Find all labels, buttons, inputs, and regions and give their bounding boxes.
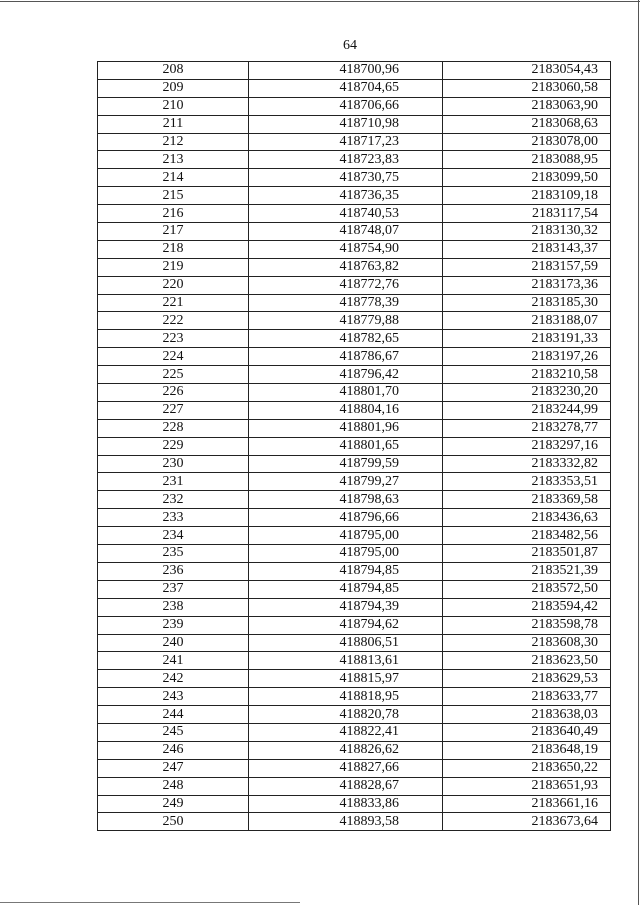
table-row [98,562,611,580]
table-row [98,652,611,670]
point-number-cell: 232 [98,491,249,509]
x-coordinate-cell: 418763,82 [249,258,443,276]
table-row [98,223,611,241]
table-row [98,491,611,509]
point-number-cell: 217 [98,223,249,241]
point-number-cell: 233 [98,509,249,527]
y-coordinate-cell: 2183436,63 [443,509,611,527]
table-row [98,473,611,491]
x-coordinate-cell: 418700,96 [249,62,443,80]
y-coordinate-cell: 2183143,37 [443,240,611,258]
table-row [98,688,611,706]
table-row [98,437,611,455]
x-coordinate-cell: 418740,53 [249,205,443,223]
point-number-cell: 226 [98,384,249,402]
y-coordinate-cell: 2183060,58 [443,79,611,97]
y-coordinate-cell: 2183623,50 [443,652,611,670]
y-coordinate-cell: 2183157,59 [443,258,611,276]
table-row [98,580,611,598]
point-number-cell: 227 [98,401,249,419]
table-row [98,348,611,366]
point-number-cell: 225 [98,366,249,384]
x-coordinate-cell: 418778,39 [249,294,443,312]
y-coordinate-cell: 2183608,30 [443,634,611,652]
y-coordinate-cell: 2183651,93 [443,777,611,795]
table-row [98,527,611,545]
y-coordinate-cell: 2183054,43 [443,62,611,80]
y-coordinate-cell: 2183078,00 [443,133,611,151]
point-number-cell: 240 [98,634,249,652]
x-coordinate-cell: 418736,35 [249,187,443,205]
x-coordinate-cell: 418794,85 [249,562,443,580]
y-coordinate-cell: 2183332,82 [443,455,611,473]
table-row [98,115,611,133]
point-number-cell: 214 [98,169,249,187]
y-coordinate-cell: 2183244,99 [443,401,611,419]
point-number-cell: 245 [98,723,249,741]
table-row [98,79,611,97]
table-row [98,634,611,652]
y-coordinate-cell: 2183130,32 [443,223,611,241]
y-coordinate-cell: 2183640,49 [443,723,611,741]
y-coordinate-cell: 2183278,77 [443,419,611,437]
x-coordinate-cell: 418782,65 [249,330,443,348]
point-number-cell: 219 [98,258,249,276]
x-coordinate-cell: 418723,83 [249,151,443,169]
y-coordinate-cell: 2183210,58 [443,366,611,384]
point-number-cell: 223 [98,330,249,348]
point-number-cell: 220 [98,276,249,294]
y-coordinate-cell: 2183185,30 [443,294,611,312]
table-row [98,723,611,741]
point-number-cell: 237 [98,580,249,598]
x-coordinate-cell: 418828,67 [249,777,443,795]
y-coordinate-cell: 2183598,78 [443,616,611,634]
table-row [98,795,611,813]
table-row [98,419,611,437]
y-coordinate-cell: 2183629,53 [443,670,611,688]
point-number-cell: 241 [98,652,249,670]
table-row [98,97,611,115]
x-coordinate-cell: 418717,23 [249,133,443,151]
point-number-cell: 224 [98,348,249,366]
x-coordinate-cell: 418794,85 [249,580,443,598]
x-coordinate-cell: 418801,70 [249,384,443,402]
table-row [98,706,611,724]
point-number-cell: 209 [98,79,249,97]
x-coordinate-cell: 418815,97 [249,670,443,688]
x-coordinate-cell: 418796,66 [249,509,443,527]
y-coordinate-cell: 2183297,16 [443,437,611,455]
y-coordinate-cell: 2183117,54 [443,205,611,223]
table-row [98,205,611,223]
x-coordinate-cell: 418893,58 [249,813,443,831]
table-row [98,455,611,473]
point-number-cell: 218 [98,240,249,258]
table-row [98,545,611,563]
coordinates-table-body [98,62,611,831]
x-coordinate-cell: 418801,65 [249,437,443,455]
y-coordinate-cell: 2183099,50 [443,169,611,187]
table-row [98,598,611,616]
point-number-cell: 248 [98,777,249,795]
point-number-cell: 242 [98,670,249,688]
table-row [98,133,611,151]
x-coordinate-cell: 418794,39 [249,598,443,616]
x-coordinate-cell: 418820,78 [249,706,443,724]
table-row [98,509,611,527]
table-row [98,401,611,419]
x-coordinate-cell: 418804,16 [249,401,443,419]
table-row [98,240,611,258]
x-coordinate-cell: 418827,66 [249,759,443,777]
table-row [98,276,611,294]
point-number-cell: 208 [98,62,249,80]
table-row [98,330,611,348]
point-number-cell: 243 [98,688,249,706]
point-number-cell: 215 [98,187,249,205]
x-coordinate-cell: 418754,90 [249,240,443,258]
point-number-cell: 222 [98,312,249,330]
page-right-edge [638,0,639,905]
y-coordinate-cell: 2183191,33 [443,330,611,348]
point-number-cell: 239 [98,616,249,634]
table-row [98,169,611,187]
point-number-cell: 246 [98,741,249,759]
x-coordinate-cell: 418818,95 [249,688,443,706]
point-number-cell: 235 [98,545,249,563]
footer-rule [0,902,300,903]
x-coordinate-cell: 418748,07 [249,223,443,241]
y-coordinate-cell: 2183501,87 [443,545,611,563]
y-coordinate-cell: 2183633,77 [443,688,611,706]
point-number-cell: 231 [98,473,249,491]
point-number-cell: 244 [98,706,249,724]
point-number-cell: 213 [98,151,249,169]
y-coordinate-cell: 2183353,51 [443,473,611,491]
point-number-cell: 212 [98,133,249,151]
x-coordinate-cell: 418786,67 [249,348,443,366]
y-coordinate-cell: 2183673,64 [443,813,611,831]
x-coordinate-cell: 418795,00 [249,545,443,563]
point-number-cell: 238 [98,598,249,616]
point-number-cell: 249 [98,795,249,813]
x-coordinate-cell: 418799,59 [249,455,443,473]
table-row [98,62,611,80]
table-row [98,294,611,312]
x-coordinate-cell: 418833,86 [249,795,443,813]
x-coordinate-cell: 418706,66 [249,97,443,115]
x-coordinate-cell: 418710,98 [249,115,443,133]
point-number-cell: 211 [98,115,249,133]
y-coordinate-cell: 2183063,90 [443,97,611,115]
point-number-cell: 247 [98,759,249,777]
x-coordinate-cell: 418801,96 [249,419,443,437]
x-coordinate-cell: 418813,61 [249,652,443,670]
point-number-cell: 210 [98,97,249,115]
table-row [98,312,611,330]
y-coordinate-cell: 2183173,36 [443,276,611,294]
y-coordinate-cell: 2183068,63 [443,115,611,133]
y-coordinate-cell: 2183648,19 [443,741,611,759]
point-number-cell: 229 [98,437,249,455]
y-coordinate-cell: 2183521,39 [443,562,611,580]
y-coordinate-cell: 2183482,56 [443,527,611,545]
y-coordinate-cell: 2183230,20 [443,384,611,402]
point-number-cell: 250 [98,813,249,831]
x-coordinate-cell: 418772,76 [249,276,443,294]
x-coordinate-cell: 418794,62 [249,616,443,634]
table-row [98,670,611,688]
y-coordinate-cell: 2183594,42 [443,598,611,616]
x-coordinate-cell: 418799,27 [249,473,443,491]
x-coordinate-cell: 418795,00 [249,527,443,545]
table-row [98,366,611,384]
page-number: 64 [343,38,357,53]
table-row [98,151,611,169]
page-top-edge [0,1,640,2]
x-coordinate-cell: 418826,62 [249,741,443,759]
y-coordinate-cell: 2183638,03 [443,706,611,724]
point-number-cell: 221 [98,294,249,312]
table-row [98,384,611,402]
y-coordinate-cell: 2183109,18 [443,187,611,205]
y-coordinate-cell: 2183088,95 [443,151,611,169]
coordinates-table [97,61,611,831]
point-number-cell: 234 [98,527,249,545]
x-coordinate-cell: 418730,75 [249,169,443,187]
x-coordinate-cell: 418779,88 [249,312,443,330]
y-coordinate-cell: 2183188,07 [443,312,611,330]
table-row [98,813,611,831]
x-coordinate-cell: 418806,51 [249,634,443,652]
table-row [98,777,611,795]
x-coordinate-cell: 418704,65 [249,79,443,97]
point-number-cell: 230 [98,455,249,473]
y-coordinate-cell: 2183572,50 [443,580,611,598]
x-coordinate-cell: 418796,42 [249,366,443,384]
table-row [98,258,611,276]
y-coordinate-cell: 2183650,22 [443,759,611,777]
table-row [98,616,611,634]
point-number-cell: 228 [98,419,249,437]
y-coordinate-cell: 2183369,58 [443,491,611,509]
x-coordinate-cell: 418798,63 [249,491,443,509]
table-row [98,187,611,205]
point-number-cell: 236 [98,562,249,580]
y-coordinate-cell: 2183197,26 [443,348,611,366]
point-number-cell: 216 [98,205,249,223]
table-row [98,759,611,777]
table-row [98,741,611,759]
x-coordinate-cell: 418822,41 [249,723,443,741]
y-coordinate-cell: 2183661,16 [443,795,611,813]
